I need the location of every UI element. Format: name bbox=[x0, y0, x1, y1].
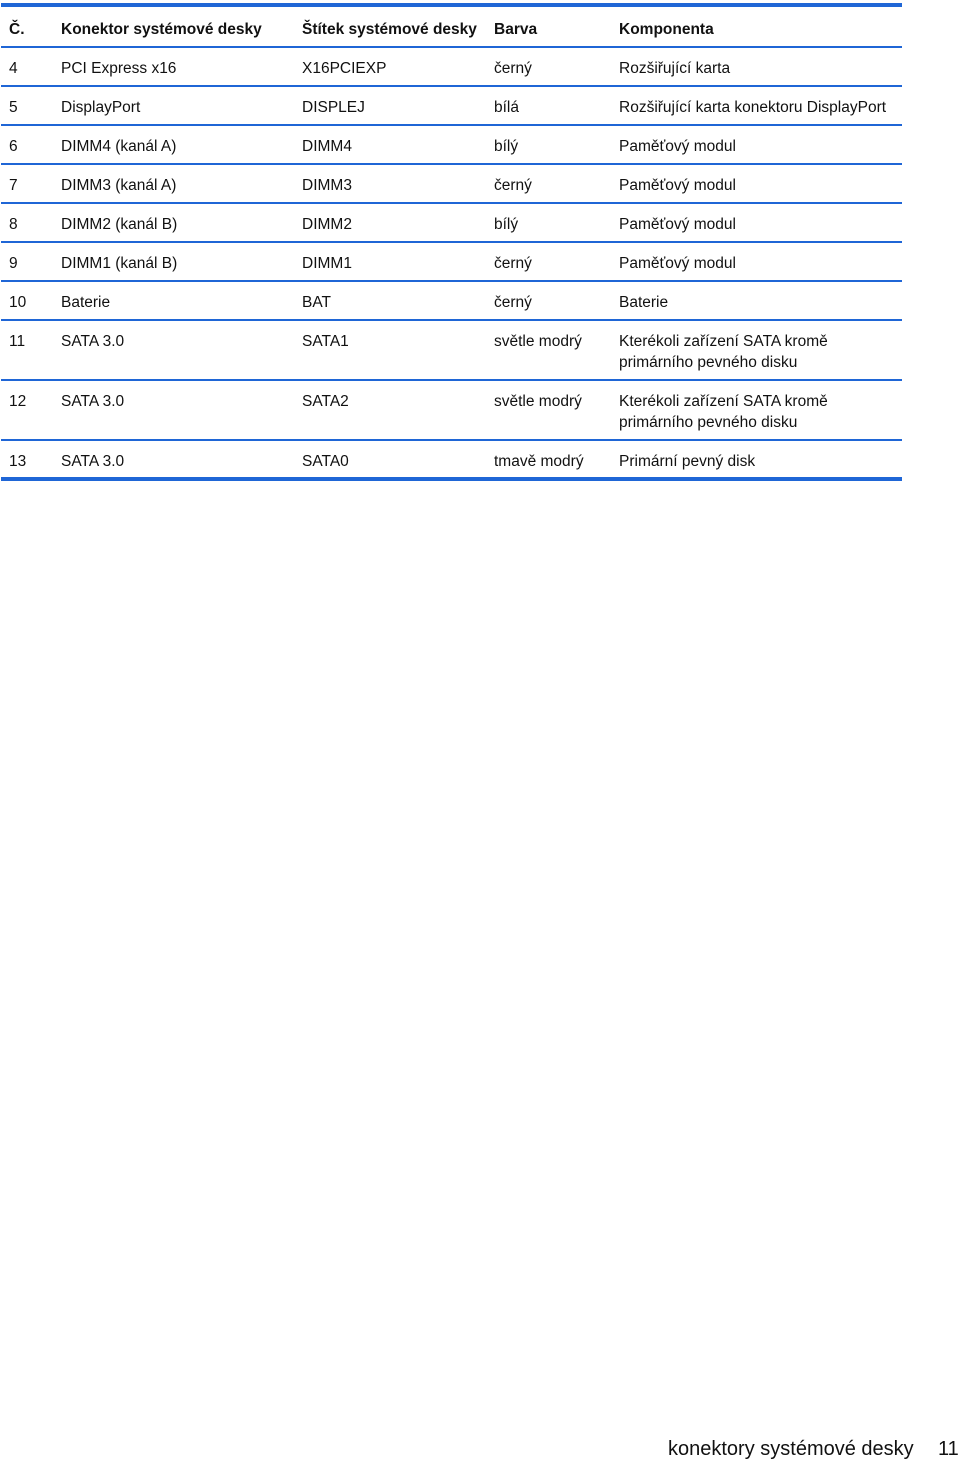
cell-label: X16PCIEXP bbox=[302, 60, 387, 77]
cell-component: Paměťový modul bbox=[619, 138, 736, 155]
cell-number: 5 bbox=[9, 99, 18, 116]
cell-connector: DisplayPort bbox=[61, 99, 141, 116]
cell-color: černý bbox=[494, 60, 532, 77]
header-connector: Konektor systémové desky bbox=[61, 21, 262, 38]
cell-color: černý bbox=[494, 255, 532, 272]
table-row bbox=[1, 381, 902, 441]
cell-color: tmavě modrý bbox=[494, 453, 584, 470]
cell-number: 12 bbox=[9, 393, 27, 410]
cell-number: 9 bbox=[9, 255, 18, 272]
cell-connector: DIMM1 (kanál B) bbox=[61, 255, 178, 272]
table-row bbox=[1, 441, 902, 477]
page-number: 11 bbox=[938, 1438, 959, 1460]
cell-label: DIMM3 bbox=[302, 177, 352, 194]
cell-color: černý bbox=[494, 294, 532, 311]
cell-connector: PCI Express x16 bbox=[61, 60, 177, 77]
cell-connector: SATA 3.0 bbox=[61, 333, 125, 350]
cell-component: Kterékoli zařízení SATA kromě primárního pevného disku bbox=[619, 393, 828, 431]
cell-label: DIMM4 bbox=[302, 138, 352, 155]
cell-connector: SATA 3.0 bbox=[61, 453, 125, 470]
header-component: Komponenta bbox=[619, 21, 714, 38]
cell-label: DISPLEJ bbox=[302, 99, 365, 116]
cell-component: Rozšiřující karta bbox=[619, 60, 731, 77]
table-row bbox=[1, 243, 902, 282]
table-row bbox=[1, 321, 902, 381]
table-row bbox=[1, 204, 902, 243]
header-number: Č. bbox=[9, 21, 25, 38]
table-row bbox=[1, 282, 902, 321]
cell-connector: SATA 3.0 bbox=[61, 393, 125, 410]
cell-color: bílý bbox=[494, 138, 519, 155]
table-row bbox=[1, 126, 902, 165]
cell-number: 6 bbox=[9, 138, 18, 155]
cell-component: Baterie bbox=[619, 294, 669, 311]
cell-label: SATA1 bbox=[302, 333, 349, 350]
cell-number: 4 bbox=[9, 60, 18, 77]
table-row bbox=[1, 87, 902, 126]
header-label: Štítek systémové desky bbox=[302, 21, 477, 38]
cell-label: BAT bbox=[302, 294, 331, 311]
cell-number: 11 bbox=[9, 333, 26, 350]
cell-color: bílá bbox=[494, 99, 519, 116]
cell-number: 13 bbox=[9, 453, 27, 470]
table-row bbox=[1, 165, 902, 204]
cell-number: 8 bbox=[9, 216, 18, 233]
cell-number: 10 bbox=[9, 294, 27, 311]
cell-label: SATA0 bbox=[302, 453, 349, 470]
cell-connector: DIMM4 (kanál A) bbox=[61, 138, 177, 155]
cell-label: DIMM1 bbox=[302, 255, 352, 272]
cell-color: světle modrý bbox=[494, 333, 582, 350]
cell-connector: Baterie bbox=[61, 294, 111, 311]
cell-connector: DIMM3 (kanál A) bbox=[61, 177, 177, 194]
cell-label: SATA2 bbox=[302, 393, 349, 410]
connector-table bbox=[1, 3, 902, 481]
cell-component: Paměťový modul bbox=[619, 216, 736, 233]
page-footer bbox=[0, 1436, 960, 1462]
cell-connector: DIMM2 (kanál B) bbox=[61, 216, 178, 233]
cell-component: Primární pevný disk bbox=[619, 453, 756, 470]
cell-label: DIMM2 bbox=[302, 216, 352, 233]
header-color: Barva bbox=[494, 21, 538, 38]
cell-component: Kterékoli zařízení SATA kromě primárního pevného disku bbox=[619, 333, 828, 371]
cell-color: bílý bbox=[494, 216, 519, 233]
table-header-row bbox=[1, 7, 902, 48]
cell-component: Paměťový modul bbox=[619, 255, 736, 272]
cell-color: černý bbox=[494, 177, 532, 194]
footer-section-title: konektory systémové desky bbox=[668, 1438, 914, 1460]
cell-component: Paměťový modul bbox=[619, 177, 736, 194]
table-row bbox=[1, 48, 902, 87]
cell-number: 7 bbox=[9, 177, 18, 194]
cell-color: světle modrý bbox=[494, 393, 582, 410]
cell-component: Rozšiřující karta konektoru DisplayPort bbox=[619, 99, 887, 116]
